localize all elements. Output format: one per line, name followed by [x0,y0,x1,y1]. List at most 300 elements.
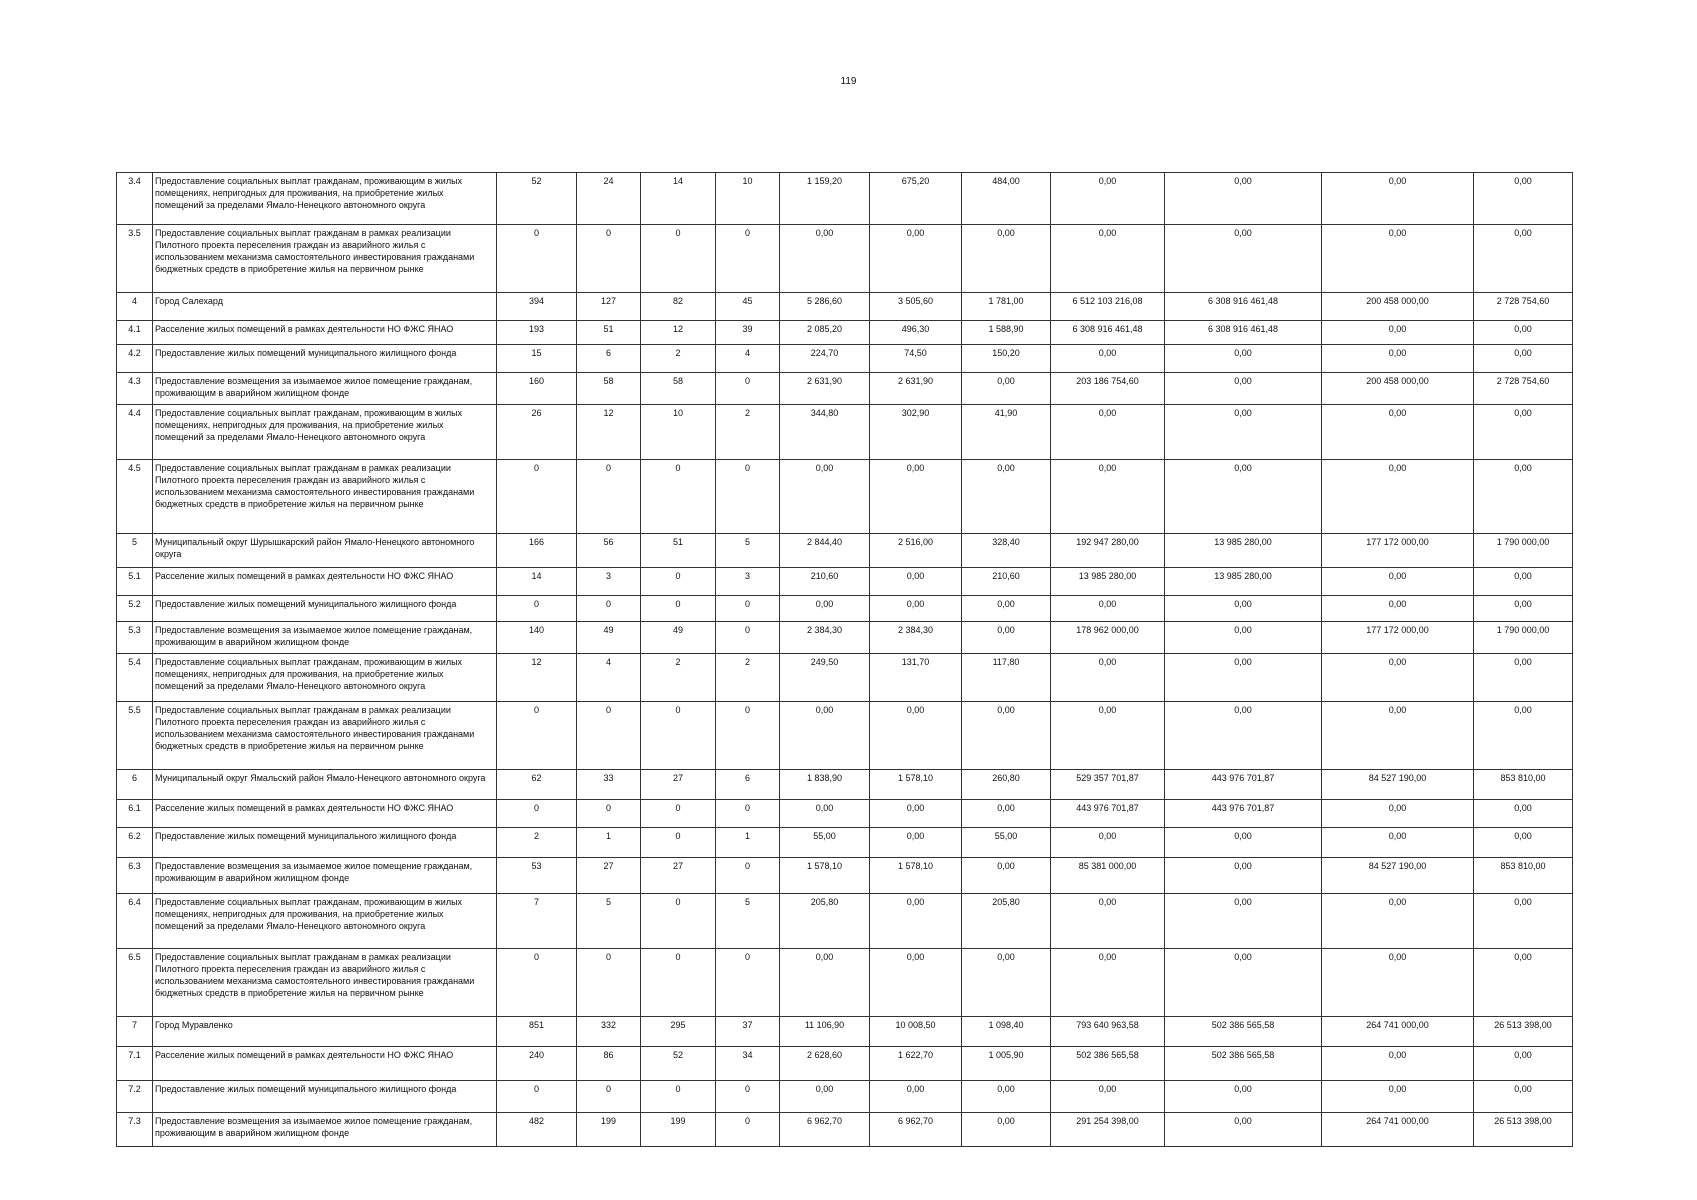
table-body [117,173,1573,1147]
row-value: 0,00 [780,949,870,1017]
row-value: 0,00 [1322,702,1474,770]
row-value: 394 [497,293,577,321]
row-value: 74,50 [870,345,962,373]
row-value: 5 286,60 [780,293,870,321]
row-value: 0 [641,596,716,622]
row-value: 0,00 [1322,828,1474,858]
row-value: 0 [641,800,716,828]
row-value: 12 [577,405,641,460]
row-value: 205,80 [962,894,1051,949]
table-row [117,293,1573,321]
row-value: 0 [497,460,577,534]
row-value: 4 [716,345,780,373]
table-row [117,568,1573,596]
row-number: 4.4 [117,405,153,460]
row-value: 58 [577,373,641,405]
row-value: 0,00 [1165,225,1322,293]
row-value: 177 172 000,00 [1322,534,1474,568]
row-number: 7.2 [117,1081,153,1113]
row-number: 3.5 [117,225,153,293]
row-value: 1 578,10 [780,858,870,894]
row-value: 0,00 [780,1081,870,1113]
row-value: 224,70 [780,345,870,373]
table-row [117,622,1573,654]
row-value: 0,00 [1165,858,1322,894]
row-name: Предоставление жилых помещений муниципального жилищного фонда [153,828,497,858]
row-value: 0,00 [1322,173,1474,225]
row-value: 85 381 000,00 [1051,858,1165,894]
row-value: 675,20 [870,173,962,225]
row-value: 0 [641,225,716,293]
row-value: 177 172 000,00 [1322,622,1474,654]
row-value: 0,00 [1051,225,1165,293]
row-value: 0,00 [1474,596,1573,622]
table-row [117,373,1573,405]
row-number: 4.5 [117,460,153,534]
row-value: 0 [641,949,716,1017]
row-number: 7.1 [117,1047,153,1081]
row-value: 502 386 565,58 [1165,1017,1322,1047]
row-value: 1 [577,828,641,858]
row-name: Предоставление жилых помещений муниципального жилищного фонда [153,596,497,622]
table-row [117,949,1573,1017]
row-value: 0 [577,800,641,828]
row-name: Предоставление социальных выплат гражданам в рамках реализации Пилотного проекта переселения граждан из аварийного жилья с использованием механизма самостоятельного инвестирования гражданами бюджетных средств в приобретение жилья на первичном рынке [153,225,497,293]
row-number: 4.3 [117,373,153,405]
row-value: 0,00 [1165,596,1322,622]
row-value: 0 [716,373,780,405]
row-value: 0 [497,949,577,1017]
row-value: 6 308 916 461,48 [1165,321,1322,345]
row-value: 0,00 [870,596,962,622]
row-value: 0,00 [1051,894,1165,949]
row-value: 0,00 [962,949,1051,1017]
row-value: 84 527 190,00 [1322,770,1474,800]
table-row [117,405,1573,460]
row-value: 49 [577,622,641,654]
table-row [117,225,1573,293]
row-value: 203 186 754,60 [1051,373,1165,405]
row-value: 302,90 [870,405,962,460]
row-number: 5 [117,534,153,568]
table-row [117,770,1573,800]
row-value: 0,00 [1474,949,1573,1017]
row-value: 0,00 [1165,949,1322,1017]
row-value: 4 [577,654,641,702]
row-value: 2 085,20 [780,321,870,345]
row-value: 0 [716,596,780,622]
row-value: 6 [716,770,780,800]
row-value: 0,00 [1322,405,1474,460]
table-row [117,1081,1573,1113]
row-value: 10 [716,173,780,225]
row-value: 443 976 701,87 [1051,800,1165,828]
row-value: 37 [716,1017,780,1047]
row-value: 52 [497,173,577,225]
row-name: Предоставление социальных выплат гражданам, проживающим в жилых помещениях, непригодных для проживания, на приобретение жилых помещений за пределами Ямало-Ненецкого автономного округа [153,654,497,702]
row-value: 0,00 [1051,949,1165,1017]
row-number: 5.5 [117,702,153,770]
table-row [117,534,1573,568]
row-number: 5.4 [117,654,153,702]
row-value: 1 [716,828,780,858]
row-number: 4 [117,293,153,321]
row-value: 0 [577,702,641,770]
row-number: 7 [117,1017,153,1047]
row-value: 84 527 190,00 [1322,858,1474,894]
row-number: 6 [117,770,153,800]
row-value: 0,00 [1051,702,1165,770]
row-value: 160 [497,373,577,405]
row-value: 240 [497,1047,577,1081]
row-value: 199 [641,1113,716,1147]
row-value: 51 [577,321,641,345]
row-value: 12 [641,321,716,345]
table-row [117,1047,1573,1081]
row-value: 0,00 [1322,654,1474,702]
row-value: 0,00 [1165,405,1322,460]
table-row [117,460,1573,534]
row-value: 55,00 [962,828,1051,858]
row-value: 53 [497,858,577,894]
row-value: 2 384,30 [870,622,962,654]
row-value: 0,00 [870,894,962,949]
row-value: 0 [577,596,641,622]
row-value: 210,60 [962,568,1051,596]
row-value: 0,00 [1165,654,1322,702]
row-value: 0 [716,460,780,534]
row-value: 0,00 [780,800,870,828]
row-number: 6.5 [117,949,153,1017]
row-value: 0,00 [870,568,962,596]
table-row [117,800,1573,828]
row-value: 0,00 [870,800,962,828]
row-value: 0 [641,828,716,858]
row-value: 0,00 [780,460,870,534]
row-name: Предоставление возмещения за изымаемое жилое помещение гражданам, проживающим в аварийном жилищном фонде [153,622,497,654]
row-value: 24 [577,173,641,225]
row-value: 2 628,60 [780,1047,870,1081]
row-value: 853 810,00 [1474,770,1573,800]
row-value: 0,00 [1165,1113,1322,1147]
row-value: 0,00 [1051,828,1165,858]
page-number: 119 [840,76,857,87]
row-value: 0,00 [1322,225,1474,293]
row-value: 0,00 [780,702,870,770]
row-value: 13 985 280,00 [1165,534,1322,568]
row-value: 328,40 [962,534,1051,568]
row-value: 0,00 [870,1081,962,1113]
row-value: 0,00 [1322,568,1474,596]
row-value: 13 985 280,00 [1051,568,1165,596]
row-value: 6 512 103 216,08 [1051,293,1165,321]
row-value: 0 [716,702,780,770]
row-value: 26 513 398,00 [1474,1017,1573,1047]
row-value: 0 [577,225,641,293]
row-name: Предоставление возмещения за изымаемое жилое помещение гражданам, проживающим в аварийном жилищном фонде [153,858,497,894]
row-number: 5.1 [117,568,153,596]
row-value: 2 516,00 [870,534,962,568]
row-name: Муниципальный округ Ямальский район Ямало-Ненецкого автономного округа [153,770,497,800]
row-value: 7 [497,894,577,949]
row-value: 1 005,90 [962,1047,1051,1081]
row-value: 0,00 [1322,1081,1474,1113]
row-value: 166 [497,534,577,568]
row-value: 443 976 701,87 [1165,770,1322,800]
row-value: 205,80 [780,894,870,949]
row-value: 0 [641,894,716,949]
row-name: Предоставление жилых помещений муниципального жилищного фонда [153,1081,497,1113]
row-value: 13 985 280,00 [1165,568,1322,596]
row-name: Расселение жилых помещений в рамках деятельности НО ФЖС ЯНАО [153,800,497,828]
row-value: 0,00 [1322,345,1474,373]
table-row [117,702,1573,770]
row-value: 0,00 [1322,1047,1474,1081]
row-value: 27 [641,770,716,800]
row-value: 793 640 963,58 [1051,1017,1165,1047]
row-value: 3 [577,568,641,596]
row-value: 5 [716,894,780,949]
row-value: 56 [577,534,641,568]
row-value: 51 [641,534,716,568]
row-value: 0,00 [1165,345,1322,373]
resettlement-table [116,172,1573,1147]
row-name: Муниципальный округ Шурышкарский район Ямало-Ненецкого автономного округа [153,534,497,568]
row-value: 41,90 [962,405,1051,460]
row-value: 0,00 [870,949,962,1017]
row-value: 127 [577,293,641,321]
row-value: 86 [577,1047,641,1081]
row-value: 484,00 [962,173,1051,225]
row-value: 11 106,90 [780,1017,870,1047]
row-value: 0,00 [962,702,1051,770]
table-row [117,654,1573,702]
row-value: 200 458 000,00 [1322,293,1474,321]
row-value: 0,00 [1165,373,1322,405]
row-name: Предоставление социальных выплат гражданам, проживающим в жилых помещениях, непригодных для проживания, на приобретение жилых помещений за пределами Ямало-Ненецкого автономного округа [153,894,497,949]
row-value: 6 308 916 461,48 [1051,321,1165,345]
row-value: 131,70 [870,654,962,702]
row-name: Предоставление возмещения за изымаемое жилое помещение гражданам, проживающим в аварийном жилищном фонде [153,373,497,405]
row-value: 0 [497,1081,577,1113]
row-value: 178 962 000,00 [1051,622,1165,654]
row-name: Предоставление жилых помещений муниципального жилищного фонда [153,345,497,373]
row-name: Предоставление социальных выплат гражданам в рамках реализации Пилотного проекта переселения граждан из аварийного жилья с использованием механизма самостоятельного инвестирования гражданами бюджетных средств в приобретение жилья на первичном рынке [153,460,497,534]
row-value: 0,00 [1322,894,1474,949]
row-value: 1 578,10 [870,770,962,800]
row-value: 14 [497,568,577,596]
row-value: 2 631,90 [870,373,962,405]
row-value: 443 976 701,87 [1165,800,1322,828]
row-name: Город Муравленко [153,1017,497,1047]
table-row [117,321,1573,345]
row-value: 0,00 [962,1113,1051,1147]
row-value: 6 962,70 [870,1113,962,1147]
row-value: 0,00 [962,622,1051,654]
row-value: 0 [577,1081,641,1113]
row-value: 0,00 [1165,460,1322,534]
row-value: 45 [716,293,780,321]
row-value: 62 [497,770,577,800]
table-row [117,173,1573,225]
row-value: 2 728 754,60 [1474,293,1573,321]
row-value: 0,00 [962,1081,1051,1113]
row-value: 0,00 [1322,949,1474,1017]
row-value: 264 741 000,00 [1322,1113,1474,1147]
row-value: 0,00 [1474,800,1573,828]
row-value: 27 [577,858,641,894]
row-value: 210,60 [780,568,870,596]
row-value: 1 790 000,00 [1474,534,1573,568]
row-value: 0,00 [1165,173,1322,225]
row-name: Предоставление социальных выплат гражданам в рамках реализации Пилотного проекта переселения граждан из аварийного жилья с использованием механизма самостоятельного инвестирования гражданами бюджетных средств в приобретение жилья на первичном рынке [153,702,497,770]
row-value: 0,00 [962,858,1051,894]
row-value: 34 [716,1047,780,1081]
row-value: 82 [641,293,716,321]
row-value: 12 [497,654,577,702]
row-name: Расселение жилых помещений в рамках деятельности НО ФЖС ЯНАО [153,568,497,596]
row-value: 2 384,30 [780,622,870,654]
row-value: 6 308 916 461,48 [1165,293,1322,321]
row-value: 2 [716,654,780,702]
row-value: 0,00 [1051,1081,1165,1113]
row-value: 1 622,70 [870,1047,962,1081]
row-value: 0,00 [1051,345,1165,373]
row-value: 52 [641,1047,716,1081]
row-number: 6.3 [117,858,153,894]
row-value: 193 [497,321,577,345]
row-value: 0,00 [1474,702,1573,770]
row-value: 199 [577,1113,641,1147]
row-value: 2 [641,345,716,373]
row-value: 3 [716,568,780,596]
row-value: 0,00 [780,596,870,622]
table-row [117,1017,1573,1047]
row-value: 0 [716,622,780,654]
row-value: 49 [641,622,716,654]
row-value: 502 386 565,58 [1165,1047,1322,1081]
row-value: 0 [497,225,577,293]
row-value: 0,00 [1474,568,1573,596]
row-value: 1 790 000,00 [1474,622,1573,654]
row-value: 332 [577,1017,641,1047]
row-value: 1 838,90 [780,770,870,800]
row-value: 0,00 [1165,622,1322,654]
row-value: 344,80 [780,405,870,460]
row-value: 295 [641,1017,716,1047]
row-value: 260,80 [962,770,1051,800]
row-value: 0,00 [1165,702,1322,770]
row-value: 0,00 [780,225,870,293]
row-name: Город Салехард [153,293,497,321]
row-value: 0,00 [1322,321,1474,345]
row-name: Предоставление социальных выплат гражданам, проживающим в жилых помещениях, непригодных для проживания, на приобретение жилых помещений за пределами Ямало-Ненецкого автономного округа [153,405,497,460]
row-value: 851 [497,1017,577,1047]
row-value: 0,00 [1474,225,1573,293]
row-value: 0,00 [1474,1047,1573,1081]
row-value: 5 [716,534,780,568]
row-value: 2 [716,405,780,460]
row-value: 27 [641,858,716,894]
row-value: 0,00 [1474,1081,1573,1113]
row-value: 0 [716,800,780,828]
row-value: 482 [497,1113,577,1147]
row-value: 33 [577,770,641,800]
row-value: 0 [497,702,577,770]
row-value: 853 810,00 [1474,858,1573,894]
row-value: 1 578,10 [870,858,962,894]
row-value: 0 [641,460,716,534]
row-value: 0 [497,800,577,828]
row-name: Предоставление социальных выплат гражданам, проживающим в жилых помещениях, непригодных для проживания, на приобретение жилых помещений за пределами Ямало-Ненецкого автономного округа [153,173,497,225]
row-value: 0,00 [870,225,962,293]
row-value: 26 [497,405,577,460]
row-value: 0,00 [1051,596,1165,622]
row-value: 0,00 [962,225,1051,293]
row-number: 3.4 [117,173,153,225]
row-value: 0,00 [870,828,962,858]
table-row [117,345,1573,373]
row-value: 10 [641,405,716,460]
row-value: 2 844,40 [780,534,870,568]
table-row [117,828,1573,858]
row-value: 291 254 398,00 [1051,1113,1165,1147]
row-value: 0,00 [1474,894,1573,949]
row-value: 496,30 [870,321,962,345]
row-value: 2 631,90 [780,373,870,405]
row-name: Предоставление возмещения за изымаемое жилое помещение гражданам, проживающим в аварийном жилищном фонде [153,1113,497,1147]
row-number: 6.2 [117,828,153,858]
row-value: 0 [716,858,780,894]
table-row [117,858,1573,894]
row-value: 150,20 [962,345,1051,373]
row-value: 0,00 [1474,460,1573,534]
row-number: 6.1 [117,800,153,828]
row-value: 249,50 [780,654,870,702]
row-value: 529 357 701,87 [1051,770,1165,800]
row-value: 192 947 280,00 [1051,534,1165,568]
row-name: Расселение жилых помещений в рамках деятельности НО ФЖС ЯНАО [153,321,497,345]
row-value: 5 [577,894,641,949]
row-value: 0,00 [1474,173,1573,225]
row-value: 200 458 000,00 [1322,373,1474,405]
row-value: 0,00 [962,800,1051,828]
row-value: 0,00 [1322,800,1474,828]
row-value: 0,00 [1322,460,1474,534]
row-value: 502 386 565,58 [1051,1047,1165,1081]
row-value: 0,00 [1322,596,1474,622]
row-value: 6 [577,345,641,373]
row-value: 1 159,20 [780,173,870,225]
row-name: Расселение жилых помещений в рамках деятельности НО ФЖС ЯНАО [153,1047,497,1081]
row-value: 2 [641,654,716,702]
row-value: 26 513 398,00 [1474,1113,1573,1147]
row-value: 0,00 [1474,405,1573,460]
row-value: 0,00 [1165,828,1322,858]
row-value: 1 781,00 [962,293,1051,321]
row-value: 0 [577,460,641,534]
row-value: 0 [641,702,716,770]
row-value: 55,00 [780,828,870,858]
row-value: 0,00 [1051,460,1165,534]
row-number: 5.3 [117,622,153,654]
row-value: 0 [577,949,641,1017]
row-name: Предоставление социальных выплат гражданам в рамках реализации Пилотного проекта переселения граждан из аварийного жилья с использованием механизма самостоятельного инвестирования гражданами бюджетных средств в приобретение жилья на первичном рынке [153,949,497,1017]
row-value: 14 [641,173,716,225]
row-value: 0,00 [962,596,1051,622]
table-row [117,894,1573,949]
row-value: 0 [497,596,577,622]
